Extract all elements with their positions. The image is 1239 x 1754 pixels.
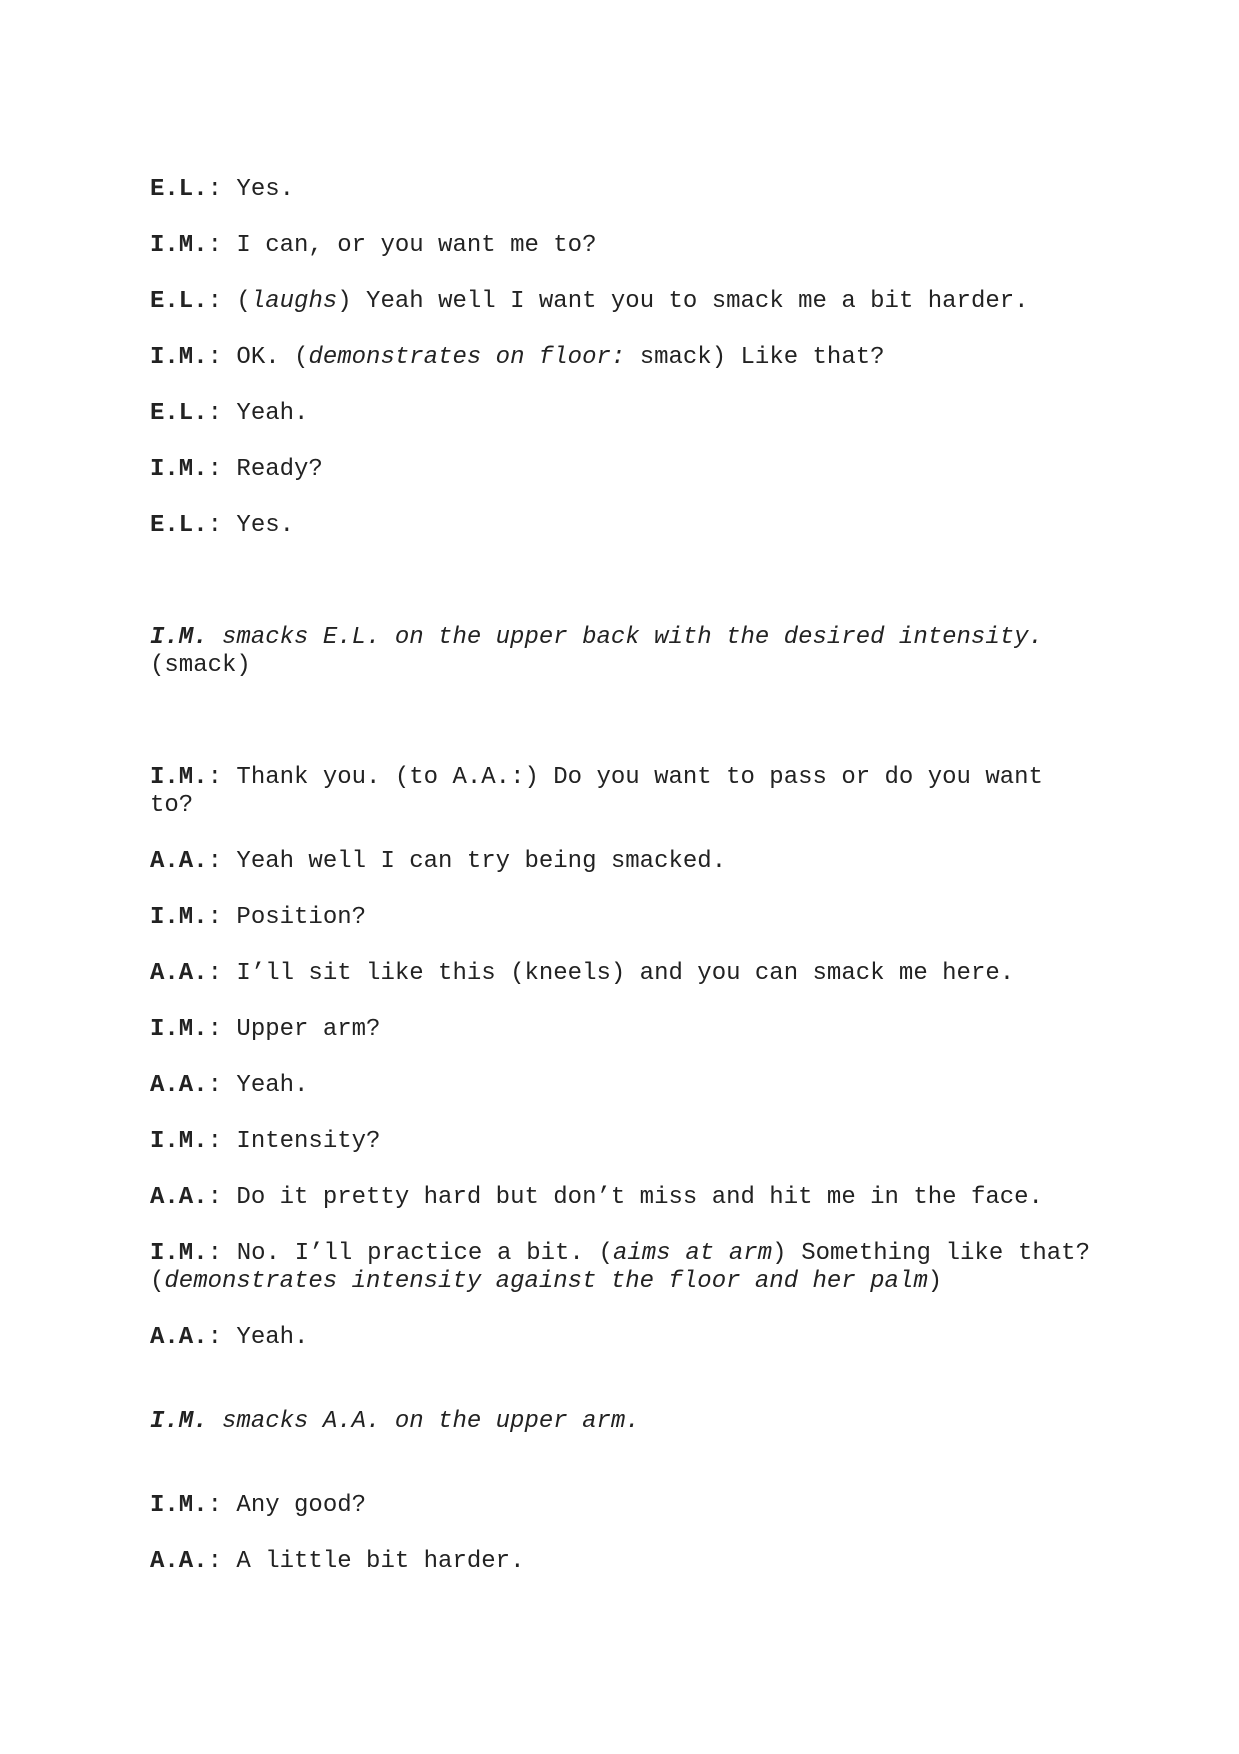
dialogue-line: E.L.: Yes. xyxy=(150,176,295,203)
dialogue-text: Yes. xyxy=(222,176,295,203)
speaker: A.A. xyxy=(150,960,208,987)
dialogue-text: Yeah well I can try being smacked. xyxy=(222,848,727,875)
stage-direction: smacks E.L. on the upper back with the desired intensity. xyxy=(207,624,1043,651)
stage-direction: smacks A.A. on the upper arm. xyxy=(207,1408,640,1435)
speaker: E.L. xyxy=(150,176,208,203)
speaker: A.A. xyxy=(150,1184,208,1211)
dialogue-line: A.A.: Yeah. xyxy=(150,1072,309,1099)
stage-direction: demonstrates intensity against the floor and her palm xyxy=(164,1268,928,1295)
speaker: I.M. xyxy=(150,764,208,791)
dialogue-line: E.L.: (laughs) Yeah well I want you to smack me a bit harder. xyxy=(150,288,1029,315)
speaker: I.M. xyxy=(150,232,208,259)
speaker: E.L. xyxy=(150,288,208,315)
stage-direction: demonstrates on floor: xyxy=(308,344,626,371)
dialogue-text: Yeah. xyxy=(222,400,309,427)
dialogue-line: A.A.: Yeah well I can try being smacked. xyxy=(150,848,727,875)
speaker: I.M. xyxy=(150,456,208,483)
speaker: I.M. xyxy=(150,1492,208,1519)
speaker: A.A. xyxy=(150,1072,208,1099)
dialogue-text: Intensity? xyxy=(222,1128,381,1155)
dialogue-line: I.M.: Any good? xyxy=(150,1492,367,1519)
actor: I.M. xyxy=(150,1408,208,1435)
dialogue-line: I.M.: OK. (demonstrates on floor: smack) Like that? xyxy=(150,344,885,371)
speaker: I.M. xyxy=(150,1240,208,1267)
dialogue-text: Any good? xyxy=(222,1492,367,1519)
dialogue-text: Yeah. xyxy=(222,1324,309,1351)
dialogue-text: I can, or you want me to? xyxy=(222,232,597,259)
dialogue-line: A.A.: A little bit harder. xyxy=(150,1548,525,1575)
speaker: I.M. xyxy=(150,1128,208,1155)
dialogue-line: A.A.: Do it pretty hard but don’t miss and hit me in the face. xyxy=(150,1184,1043,1211)
dialogue-text: Upper arm? xyxy=(222,1016,381,1043)
dialogue-line: E.L.: Yes. xyxy=(150,512,295,539)
dialogue-text: Yes. xyxy=(222,512,295,539)
dialogue-text: Thank you. (to A.A.:) Do you want to pass or do you want to? xyxy=(150,764,1058,819)
sound-effect: (smack) xyxy=(150,652,251,679)
actor: I.M. xyxy=(150,624,208,651)
dialogue-text: Ready? xyxy=(222,456,323,483)
stage-direction-block xyxy=(150,1408,1090,1436)
dialogue-line: I.M.: Intensity? xyxy=(150,1128,381,1155)
speaker: E.L. xyxy=(150,400,208,427)
dialogue-text: Yeah. xyxy=(222,1072,309,1099)
speaker: A.A. xyxy=(150,1324,208,1351)
dialogue-text: I’ll sit like this (kneels) and you can smack me here. xyxy=(222,960,1015,987)
dialogue-line: A.A.: Yeah. xyxy=(150,1324,309,1351)
speaker: I.M. xyxy=(150,904,208,931)
dialogue-line: I.M.: Position? xyxy=(150,904,367,931)
dialogue-line: I.M.: Upper arm? xyxy=(150,1016,381,1043)
dialogue-text: Position? xyxy=(222,904,367,931)
dialogue-line: I.M.: I can, or you want me to? xyxy=(150,232,597,259)
dialogue-text: A little bit harder. xyxy=(222,1548,525,1575)
dialogue-line: A.A.: I’ll sit like this (kneels) and you can smack me here. xyxy=(150,960,1015,987)
stage-direction: laughs xyxy=(250,288,338,315)
speaker: E.L. xyxy=(150,512,208,539)
dialogue-line: I.M.: No. I’ll practice a bit. (aims at arm) Something like that? (demonstrates intensity against the floor and her palm) xyxy=(150,1240,1105,1295)
speaker: I.M. xyxy=(150,344,208,371)
speaker: A.A. xyxy=(150,1548,208,1575)
dialogue-line: I.M.: Thank you. (to A.A.:) Do you want to pass or do you want to? xyxy=(150,764,1058,819)
dialogue-text: Do it pretty hard but don’t miss and hit me in the face. xyxy=(222,1184,1043,1211)
speaker: A.A. xyxy=(150,848,208,875)
dialogue-line: I.M.: Ready? xyxy=(150,456,323,483)
speaker: I.M. xyxy=(150,1016,208,1043)
stage-direction-block xyxy=(150,624,1090,680)
dialogue-line: E.L.: Yeah. xyxy=(150,400,309,427)
stage-direction: aims at arm xyxy=(612,1240,773,1267)
